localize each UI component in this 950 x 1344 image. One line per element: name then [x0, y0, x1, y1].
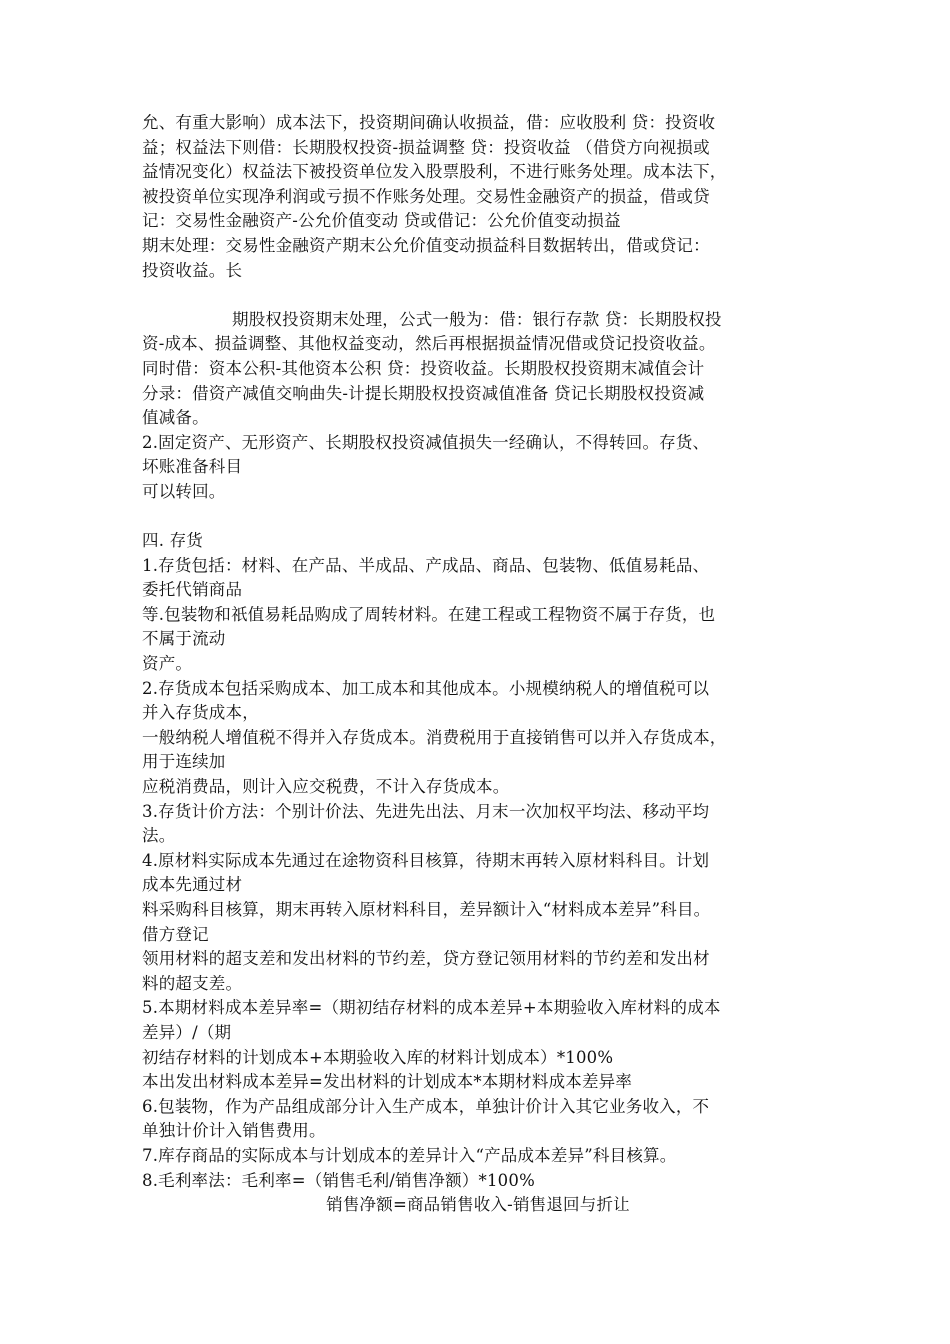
text-line: 2.存货成本包括采购成本、加工成本和其他成本。小规模纳税人的增值税可以: [142, 678, 710, 698]
text-line: 同时借：资本公积-其他资本公积 贷：投资收益。长期股权投资期末减值会计: [142, 358, 705, 378]
text-line: 领用材料的超支差和发出材料的节约差，贷方登记领用材料的节约差和发出材: [142, 949, 710, 969]
text-line: 料采购科目核算，期末再转入原材料科目，差异额计入“材料成本差异”科目。: [142, 900, 711, 919]
text-line: 1.存货包括：材料、在产品、半成品、产成品、商品、包装物、低值易耗品、: [142, 555, 710, 575]
text-line: 3.存货计价方法：个别计价法、先进先出法、月末一次加权平均法、移动平均: [142, 801, 710, 821]
text-line: 记：交易性金融资产-公允价值变动 贷或借记：公允价值变动损益: [142, 211, 621, 231]
text-line: 期股权投资期末处理，公式一般为：借：银行存款 贷：长期股权投: [232, 309, 722, 329]
text-line: 借方登记: [142, 924, 209, 944]
text-line: 4.原材料实际成本先通过在途物资科目核算，待期末再转入原材料科目。计划: [142, 850, 710, 870]
section-heading: 四. 存货: [142, 531, 203, 551]
text-line: 单独计价计入销售费用。: [142, 1121, 326, 1141]
text-line: 期末处理：交易性金融资产期末公允价值变动损益科目数据转出，借或贷记：: [142, 235, 710, 255]
text-line: 投资收益。长: [142, 260, 243, 280]
text-line: 差异）/（期: [142, 1022, 232, 1042]
text-line: 成本先通过材: [142, 875, 243, 895]
text-line: 被投资单位实现净利润或亏损不作账务处理。交易性金融资产的损益，借或贷: [142, 186, 710, 206]
text-line: 并入存货成本，: [142, 703, 259, 723]
text-line: 资-成本、损益调整、其他权益变动，然后再根据损益情况借或贷记投资收益。: [142, 334, 716, 354]
text-line: 销售净额=商品销售收入-销售退回与折让: [326, 1195, 630, 1215]
text-line: 料的超支差。: [142, 973, 243, 993]
text-line: 法。: [142, 826, 176, 846]
text-line: 等.包装物和祇值易耗品购成了周转材料。在建工程或工程物资不属于存货，也: [142, 604, 716, 624]
text-line: 5.本期材料成本差异率=（期初结存材料的成本差异+本期验收入库材料的成本: [142, 998, 721, 1018]
text-line: 一般纳税人增值税不得并入存货成本。消费税用于直接销售可以并入存货成本，: [142, 727, 727, 747]
text-line: 益情况变化）权益法下被投资单位发入股票股利，不进行账务处理。成本法下，: [142, 162, 727, 182]
text-line: 资产。: [142, 654, 193, 674]
document-body: [142, 111, 814, 1218]
text-line: 用于连续加: [142, 752, 226, 772]
text-line: 益；权益法下则借：长期股权投资-损益调整 贷：投资收益 （借贷方向视损或: [142, 137, 710, 157]
text-line: 不属于流动: [142, 629, 226, 649]
text-line: 应税消费品，则计入应交税费，不计入存货成本。: [142, 777, 510, 797]
text-line: 7.库存商品的实际成本与计划成本的差异计入“产品成本差异”科目核算。: [142, 1145, 677, 1165]
blank-line: [142, 505, 814, 530]
text-line: 分录：借资产减值交响曲失-计提长期股权投资减值准备 贷记长期股权投资减: [142, 383, 705, 403]
text-line: 可以转回。: [142, 481, 226, 501]
text-line: 6.包装物，作为产品组成部分计入生产成本，单独计价计入其它业务收入，不: [142, 1096, 710, 1116]
text-line: 委托代销商品: [142, 580, 243, 600]
text-line: 8.毛利率法：毛利率=（销售毛利/销售净额）*100%: [142, 1170, 535, 1190]
text-line: 2.固定资产、无形资产、长期股权投资减值损失一经确认，不得转回。存货、: [142, 432, 710, 452]
text-line: 本出发出材料成本差异=发出材料的计划成本*本期材料成本差异率: [142, 1072, 633, 1092]
text-line: 允、有重大影响）成本法下，投资期间确认收损益，借：应收股利 贷：投资收: [142, 113, 716, 132]
text-line: 值减备。: [142, 408, 209, 428]
text-line: 坏账准备科目: [142, 457, 243, 477]
text-line: 初结存材料的计划成本+本期验收入库的材料计划成本）*100%: [142, 1047, 614, 1067]
blank-line: [142, 283, 814, 308]
